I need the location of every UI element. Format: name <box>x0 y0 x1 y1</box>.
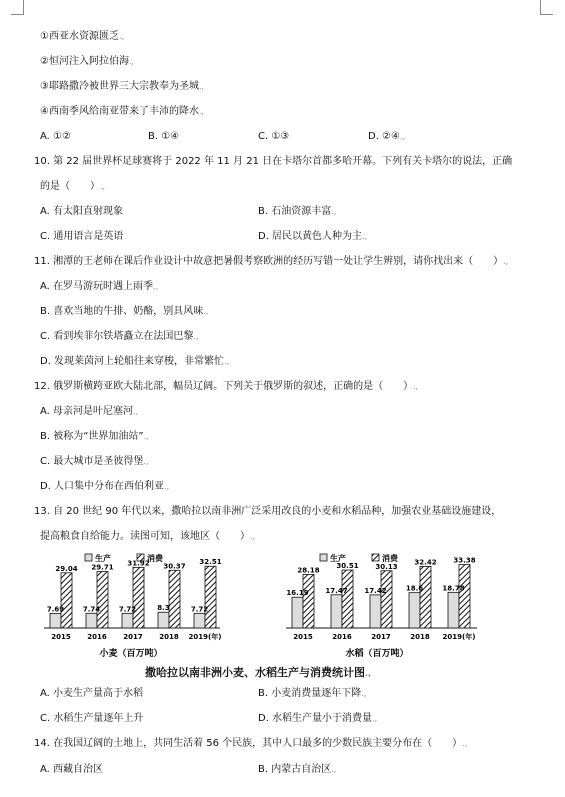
q13-figure <box>0 548 565 668</box>
production-value-label: 18.78 <box>442 584 465 593</box>
q11-option-d: D. 发现莱茵河上轮船往来穿梭，非常繁忙., <box>40 356 230 367</box>
rice-chart <box>286 553 477 659</box>
q12-option-c: C. 最大城市是圣彼得堡., <box>40 456 149 467</box>
q9-statement-4: ④西南季风给南亚带来了丰沛的降水., <box>40 106 205 117</box>
consumption-value-label: 30.13 <box>375 562 398 571</box>
legend-swatch-production <box>320 554 327 561</box>
q10-stem-line-2: 的是（ ）., <box>40 181 106 192</box>
q10-option-a: A. 有太阳直射现象 <box>40 206 124 217</box>
wheat-chart <box>44 553 222 659</box>
production-bar <box>292 597 303 628</box>
production-bar <box>409 593 420 628</box>
q10-stem-line-1: 10. 第 22 届世界杯足球赛将于 2022 年 11 月 21 日在卡塔尔首都多哈开幕。下列有关卡塔尔的说法，正确 <box>34 156 513 167</box>
category-tick-label: 2017 <box>371 633 391 641</box>
legend-label-consumption: 消费 <box>147 554 163 563</box>
production-bar <box>158 612 169 628</box>
consumption-bar <box>205 566 216 628</box>
q9-statement-1: ①西亚水资源匮乏., <box>40 31 125 42</box>
consumption-value-label: 32.51 <box>199 558 222 567</box>
q9-statement-2: ②恒河注入阿拉伯海., <box>40 56 135 67</box>
category-tick-label: 2016 <box>87 633 107 641</box>
q9-choice-c: C. ①③ <box>258 131 290 142</box>
q13-option-c: C. 水稻生产量逐年上升 <box>40 713 144 724</box>
production-bar <box>86 613 97 628</box>
legend-label-consumption: 消费 <box>382 554 398 563</box>
consumption-bar <box>61 573 72 628</box>
category-tick-label: 2019(年) <box>442 633 476 641</box>
q14-option-b: B. 内蒙古自治区., <box>258 764 337 775</box>
consumption-value-label: 32.42 <box>414 558 437 567</box>
category-tick-label: 2015 <box>293 633 313 641</box>
production-bar <box>448 592 459 628</box>
consumption-bar <box>303 574 314 628</box>
production-value-label: 7.69 <box>46 605 65 614</box>
production-bar <box>194 613 205 628</box>
q9-choice-b: B. ①④ <box>148 131 180 142</box>
consumption-bar <box>97 572 108 628</box>
category-tick-label: 2018 <box>410 633 430 641</box>
chart-subtitle: 小麦（百万吨） <box>99 649 163 659</box>
production-value-label: 7.72 <box>118 605 137 614</box>
q13-option-a: A. 小麦生产量高于水稻 <box>40 688 144 699</box>
q12-stem: 12. 俄罗斯横跨亚欧大陆北部，幅员辽阔。下列关于俄罗斯的叙述，正确的是（ ）., <box>34 381 419 392</box>
category-tick-label: 2017 <box>123 633 143 641</box>
q10-option-d: D. 居民以黄色人种为主., <box>258 231 368 242</box>
category-tick-label: 2019(年) <box>188 633 222 641</box>
q14-option-a: A. 西藏自治区 <box>40 764 104 775</box>
q10-option-b: B. 石油资源丰富., <box>258 206 337 217</box>
legend-swatch-consumption <box>372 554 379 561</box>
q13-option-b: B. 小麦消费量逐年下降., <box>258 688 367 699</box>
corner-mark-left <box>11 0 24 15</box>
legend-swatch-production <box>85 554 92 561</box>
consumption-bar <box>133 567 144 628</box>
q10-option-c: C. 通用语言是英语 <box>40 231 124 242</box>
consumption-bar <box>459 565 470 628</box>
consumption-bar <box>381 571 392 628</box>
production-value-label: 16.19 <box>286 589 309 598</box>
consumption-value-label: 28.18 <box>297 566 320 575</box>
production-value-label: 8.3 <box>157 604 170 613</box>
production-bar <box>122 613 133 628</box>
q9-choice-d: D. ②④., <box>368 131 406 142</box>
q13-stem-line-1: 13. 自 20 世纪 90 年代以来，撒哈拉以南非洲广泛采用改良的小麦和水稻品种，加强农业基础设施建设， <box>34 506 502 517</box>
q11-option-a: A. 在罗马游玩时遇上雨季., <box>40 281 159 292</box>
q13-option-d: D. 水稻生产量小于消费量., <box>258 713 378 724</box>
production-value-label: 17.42 <box>364 586 387 595</box>
q9-choice-a: A. ①② <box>40 131 71 142</box>
q12-option-d: D. 人口集中分布在西伯利亚., <box>40 481 170 492</box>
category-tick-label: 2015 <box>51 633 71 641</box>
production-value-label: 17.47 <box>325 586 348 595</box>
q12-option-a: A. 母亲河是叶尼塞河., <box>40 406 139 417</box>
production-value-label: 18.6 <box>405 584 424 593</box>
q13-figure-title: 撒哈拉以南非洲小麦、水稻生产与消费统计图., <box>145 666 372 679</box>
category-tick-label: 2016 <box>332 633 352 641</box>
production-value-label: 7.72 <box>190 605 209 614</box>
legend-label-production: 生产 <box>330 554 346 563</box>
consumption-value-label: 30.51 <box>336 562 359 571</box>
corner-mark-right <box>540 0 553 15</box>
legend-label-production: 生产 <box>95 554 111 563</box>
chart-subtitle: 水稻（百万吨） <box>345 649 409 659</box>
production-value-label: 7.74 <box>82 605 101 614</box>
q11-option-b: B. 喜欢当地的牛排、奶酪，别具风味., <box>40 306 209 317</box>
consumption-value-label: 30.37 <box>163 562 186 571</box>
consumption-bar <box>342 570 353 628</box>
q12-option-b: B. 被称为“世界加油站”., <box>40 431 149 442</box>
category-tick-label: 2018 <box>159 633 179 641</box>
consumption-bar <box>169 570 180 628</box>
q13-stem-line-2: 提高粮食自给能力。读图可知，该地区（ ）., <box>40 531 256 542</box>
production-bar <box>50 613 61 628</box>
q14-stem: 14. 在我国辽阔的土地上，共同生活着 56 个民族，其中人口最多的少数民族主要分布在（ ）., <box>34 738 468 749</box>
q11-stem: 11. 湘潭的王老师在课后作业设计中故意把暑假考察欧洲的经历写错一处让学生辨别，请你找出来（ ）., <box>34 256 509 267</box>
consumption-value-label: 29.04 <box>55 564 78 573</box>
q11-option-c: C. 看到埃菲尔铁塔矗立在法国巴黎., <box>40 331 199 342</box>
q9-statement-3: ③耶路撒冷被世界三大宗教奉为圣城., <box>40 81 205 92</box>
production-bar <box>370 595 381 628</box>
consumption-value-label: 31.92 <box>127 559 150 568</box>
consumption-value-label: 33.38 <box>453 556 476 565</box>
production-bar <box>331 595 342 628</box>
consumption-value-label: 29.71 <box>91 563 114 572</box>
consumption-bar <box>420 566 431 628</box>
